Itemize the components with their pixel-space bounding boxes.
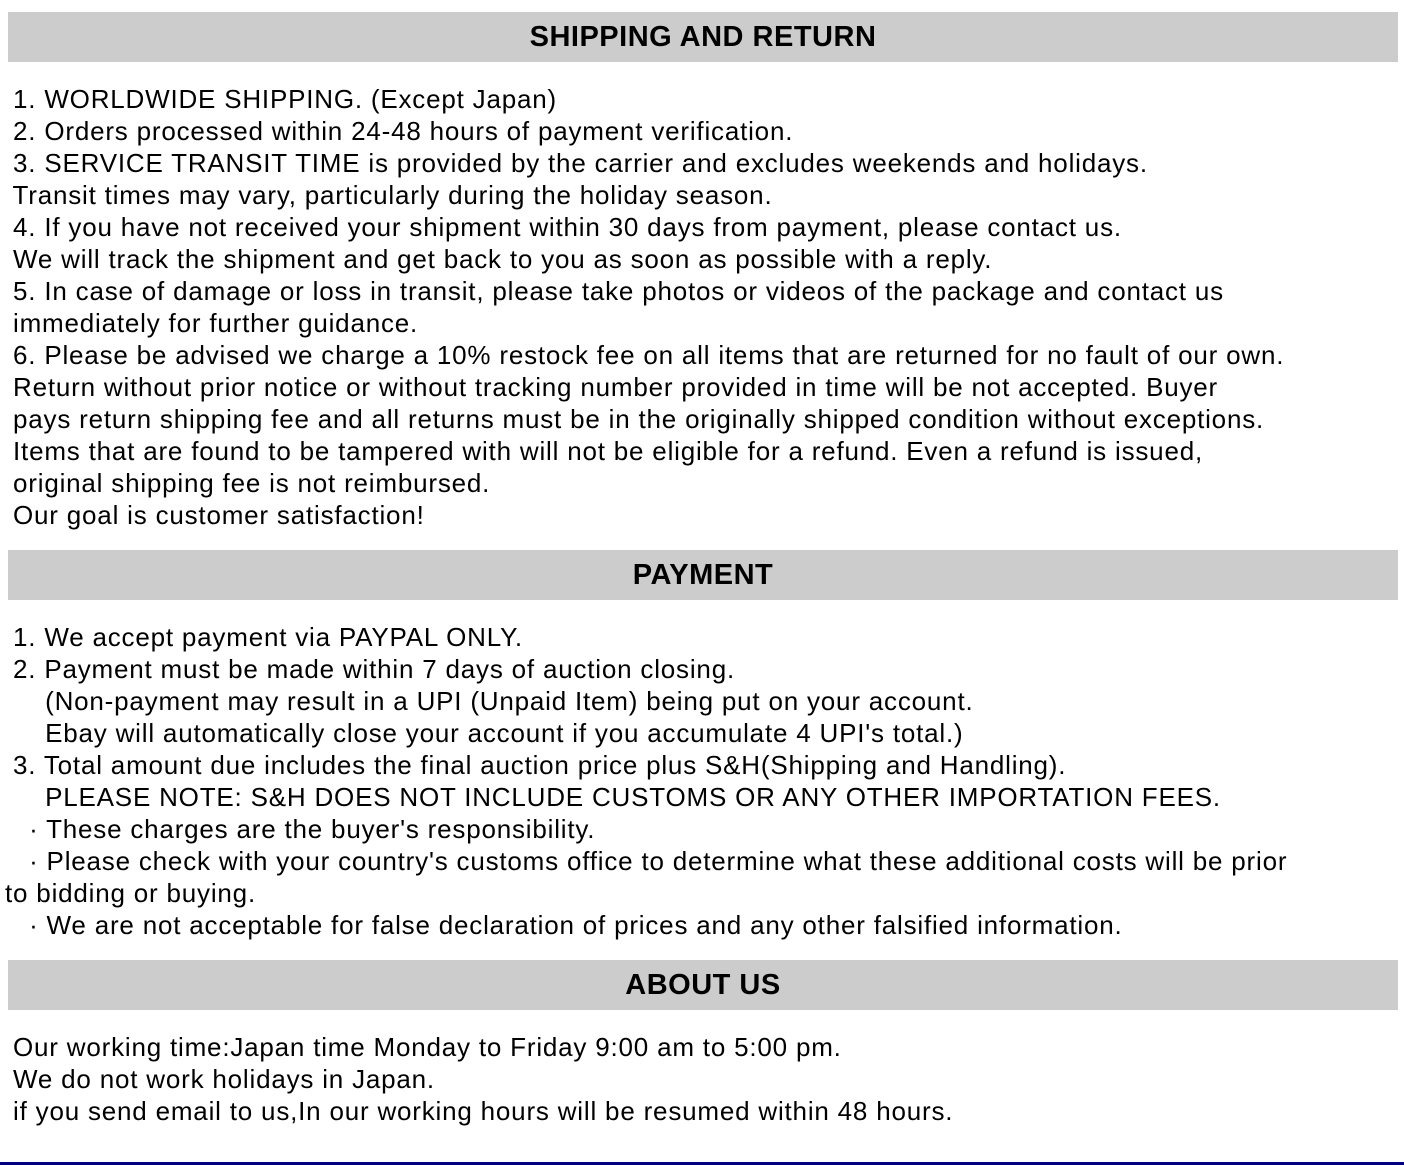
- text-line: (Non-payment may result in a UPI (Unpaid Item) being put on your account.: [5, 686, 974, 716]
- section-header-payment: PAYMENT: [8, 550, 1398, 600]
- section-shipping-and-return: [0, 12, 1404, 550]
- section-body-payment: [0, 600, 1404, 960]
- text-line: 1. We accept payment via PAYPAL ONLY.: [5, 622, 523, 652]
- text-line: · Please check with your country's customs office to determine what these additional costs will be prior: [5, 846, 1288, 876]
- text-line: 5. In case of damage or loss in transit, please take photos or videos of the package and contact us: [5, 276, 1224, 306]
- text-line: Our working time:Japan time Monday to Friday 9:00 am to 5:00 pm.: [5, 1032, 842, 1062]
- text-line: Our goal is customer satisfaction!: [5, 500, 425, 530]
- text-line: We do not work holidays in Japan.: [5, 1064, 435, 1094]
- section-header-about-us: ABOUT US: [8, 960, 1398, 1010]
- text-line: 6. Please be advised we charge a 10% restock fee on all items that are returned for no fault of our own.: [5, 340, 1285, 370]
- text-line: Items that are found to be tampered with will not be eligible for a refund. Even a refund is issued,: [5, 436, 1203, 466]
- text-line: to bidding or buying.: [5, 878, 256, 908]
- text-line: 3. SERVICE TRANSIT TIME is provided by the carrier and excludes weekends and holidays.: [5, 148, 1148, 178]
- text-line: We will track the shipment and get back to you as soon as possible with a reply.: [5, 244, 993, 274]
- text-line: 2. Orders processed within 24-48 hours of payment verification.: [5, 116, 794, 146]
- text-line: original shipping fee is not reimbursed.: [5, 468, 491, 498]
- text-line: immediately for further guidance.: [5, 308, 419, 338]
- section-header-shipping-and-return: SHIPPING AND RETURN: [8, 12, 1398, 62]
- text-line: · We are not acceptable for false declaration of prices and any other falsified information.: [5, 910, 1123, 940]
- text-line: 4. If you have not received your shipment within 30 days from payment, please contact us.: [5, 212, 1122, 242]
- text-line: · These charges are the buyer's responsibility.: [5, 814, 596, 844]
- section-body-about-us: [0, 1010, 1404, 1146]
- section-about-us: [0, 960, 1404, 1146]
- section-payment: [0, 550, 1404, 960]
- text-line: Ebay will automatically close your account if you accumulate 4 UPI's total.): [5, 718, 964, 748]
- text-line: Return without prior notice or without tracking number provided in time will be not accepted. Buyer: [5, 372, 1219, 402]
- text-line: 3. Total amount due includes the final auction price plus S&H(Shipping and Handling).: [5, 750, 1067, 780]
- text-line: Transit times may vary, particularly during the holiday season.: [5, 180, 773, 210]
- section-body-shipping-and-return: [0, 62, 1404, 550]
- text-line: PLEASE NOTE: S&H DOES NOT INCLUDE CUSTOMS OR ANY OTHER IMPORTATION FEES.: [5, 782, 1221, 812]
- text-line: 1. WORLDWIDE SHIPPING. (Except Japan): [5, 84, 557, 114]
- text-line: if you send email to us,In our working hours will be resumed within 48 hours.: [5, 1096, 954, 1126]
- text-line: 2. Payment must be made within 7 days of auction closing.: [5, 654, 735, 684]
- text-line: pays return shipping fee and all returns must be in the originally shipped condition without exceptions.: [5, 404, 1265, 434]
